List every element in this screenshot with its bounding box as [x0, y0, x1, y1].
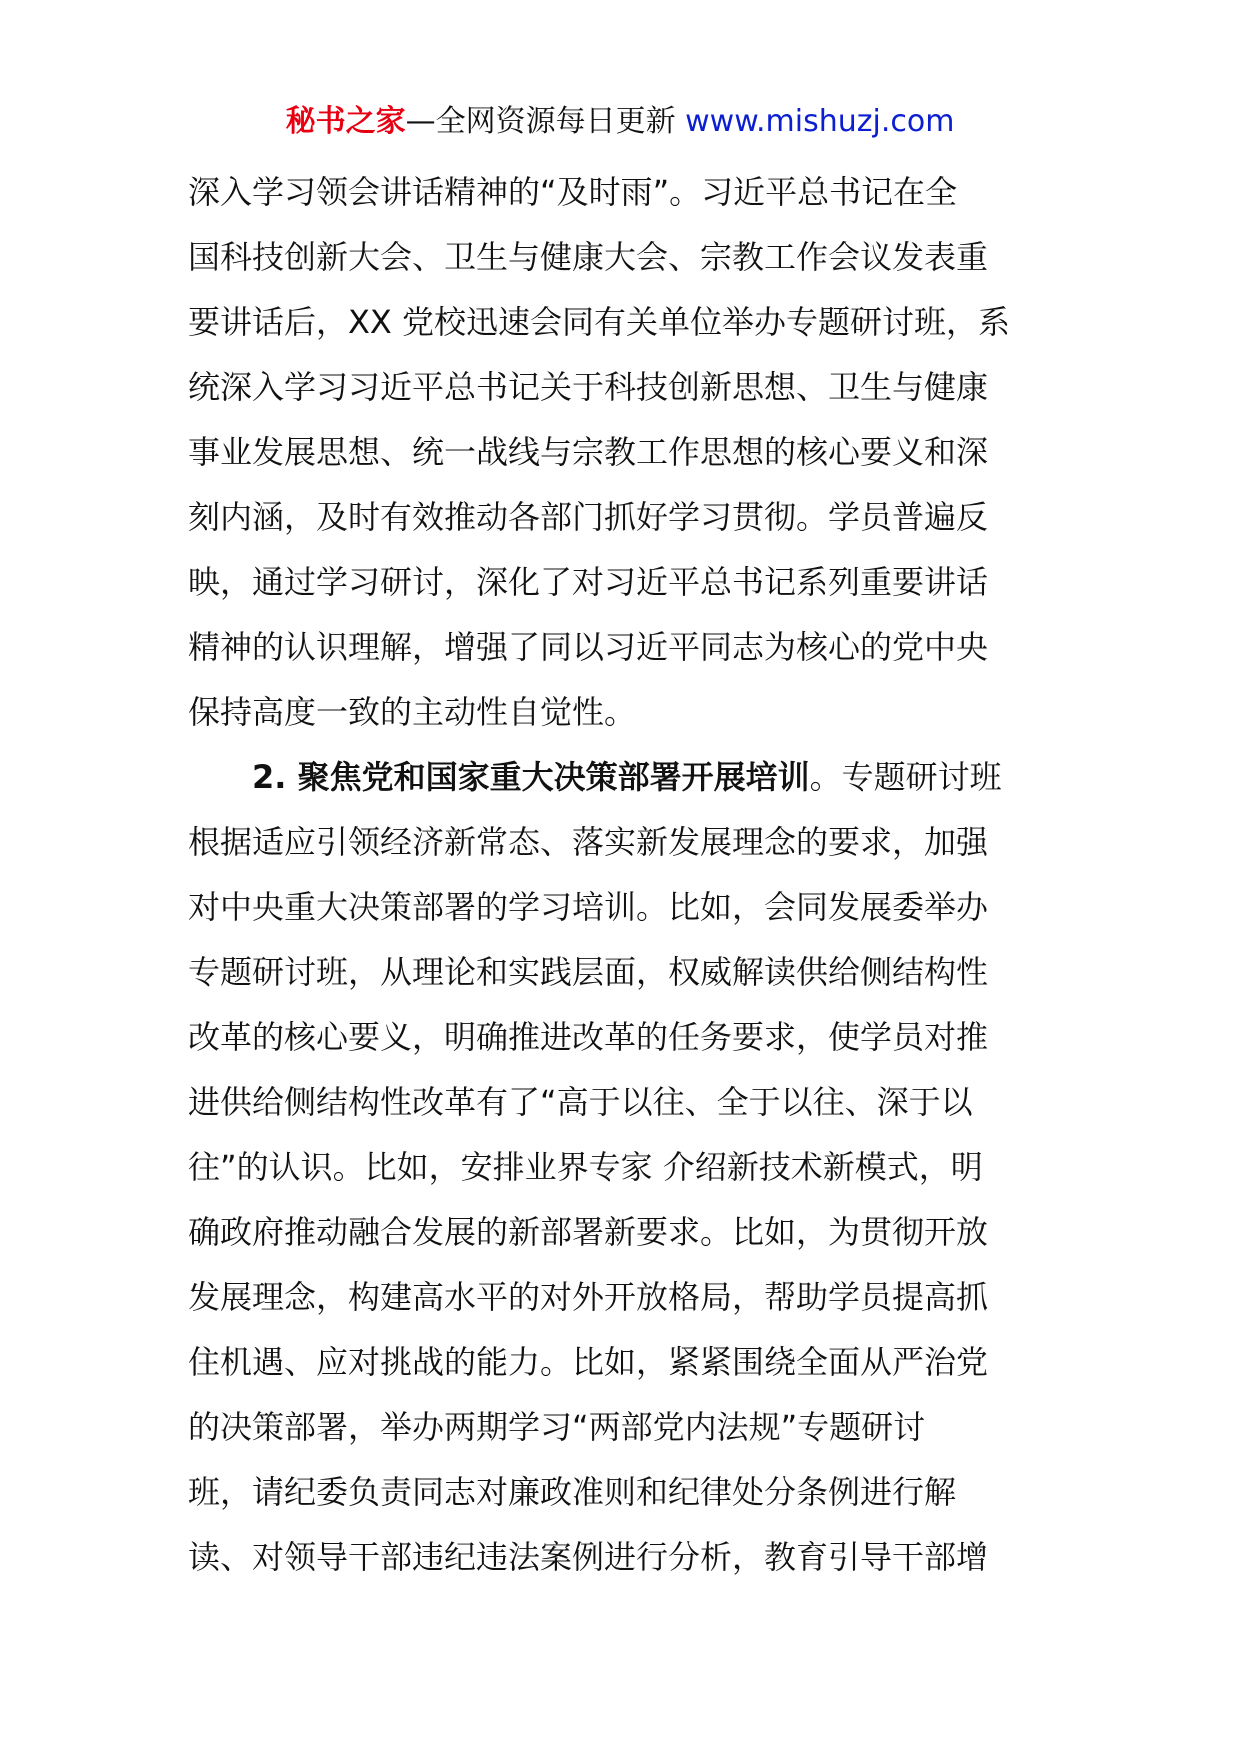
section-heading: 2. 聚焦党和国家重大决策部署开展培训	[252, 758, 810, 796]
heading-line-rest: 。专题研讨班	[809, 758, 1002, 796]
paragraph-2	[188, 745, 1050, 1590]
paragraph-line: 进供给侧结构性改革有了“高于以往、全于以往、深于以	[188, 1083, 973, 1121]
paragraph-line: 保持高度一致的主动性自觉性。	[188, 693, 637, 731]
paragraph-line: 深入学习领会讲话精神的“及时雨”。习近平总书记在全	[188, 173, 958, 211]
paragraph-line: 刻内涵，及时有效推动各部门抓好学习贯彻。学员普遍反	[188, 498, 989, 536]
paragraph-line: 发展理念，构建高水平的对外开放格局，帮助学员提高抓	[188, 1278, 989, 1316]
paragraph-line: 专题研讨班，从理论和实践层面，权威解读供给侧结构性	[188, 953, 989, 991]
paragraph-line: 统深入学习习近平总书记关于科技创新思想、卫生与健康	[188, 368, 989, 406]
paragraph-line: 精神的认识理解，增强了同以习近平同志为核心的党中央	[188, 628, 989, 666]
paragraph-line: 对中央重大决策部署的学习培训。比如，会同发展委举办	[188, 888, 989, 926]
paragraph-line: 确政府推动融合发展的新部署新要求。比如，为贯彻开放	[188, 1213, 989, 1251]
paragraph-first-line	[188, 745, 1050, 810]
paragraph-line: 读、对领导干部违纪违法案例进行分析，教育引导干部增	[188, 1538, 989, 1576]
paragraph-line: 改革的核心要义，明确推进改革的任务要求，使学员对推	[188, 1018, 989, 1056]
site-header-banner	[0, 100, 1240, 144]
site-url-link[interactable]: www.mishuzj.com	[685, 104, 955, 139]
paragraph-line: 事业发展思想、统一战线与宗教工作思想的核心要义和深	[188, 433, 989, 471]
header-tagline: —全网资源每日更新	[405, 104, 676, 139]
paragraph-line: 往”的认识。比如，安排业界专家 介绍新技术新模式，明	[188, 1148, 983, 1186]
paragraph-line: 要讲话后，XX 党校迅速会同有关单位举办专题研讨班，系	[188, 303, 1011, 341]
paragraph-line: 班，请纪委负责同志对廉政准则和纪律处分条例进行解	[188, 1473, 957, 1511]
paragraph-line: 国科技创新大会、卫生与健康大会、宗教工作会议发表重	[188, 238, 989, 276]
paragraph-line: 映，通过学习研讨，深化了对习近平总书记系列重要讲话	[188, 563, 989, 601]
paragraph-line: 的决策部署，举办两期学习“两部党内法规”专题研讨	[188, 1408, 926, 1446]
brand-name: 秘书之家	[285, 104, 406, 139]
paragraph-line: 住机遇、应对挑战的能力。比如，紧紧围绕全面从严治党	[188, 1343, 989, 1381]
document-body	[188, 160, 1050, 1590]
paragraph-1	[188, 160, 1050, 745]
paragraph-line: 根据适应引领经济新常态、落实新发展理念的要求，加强	[188, 823, 989, 861]
